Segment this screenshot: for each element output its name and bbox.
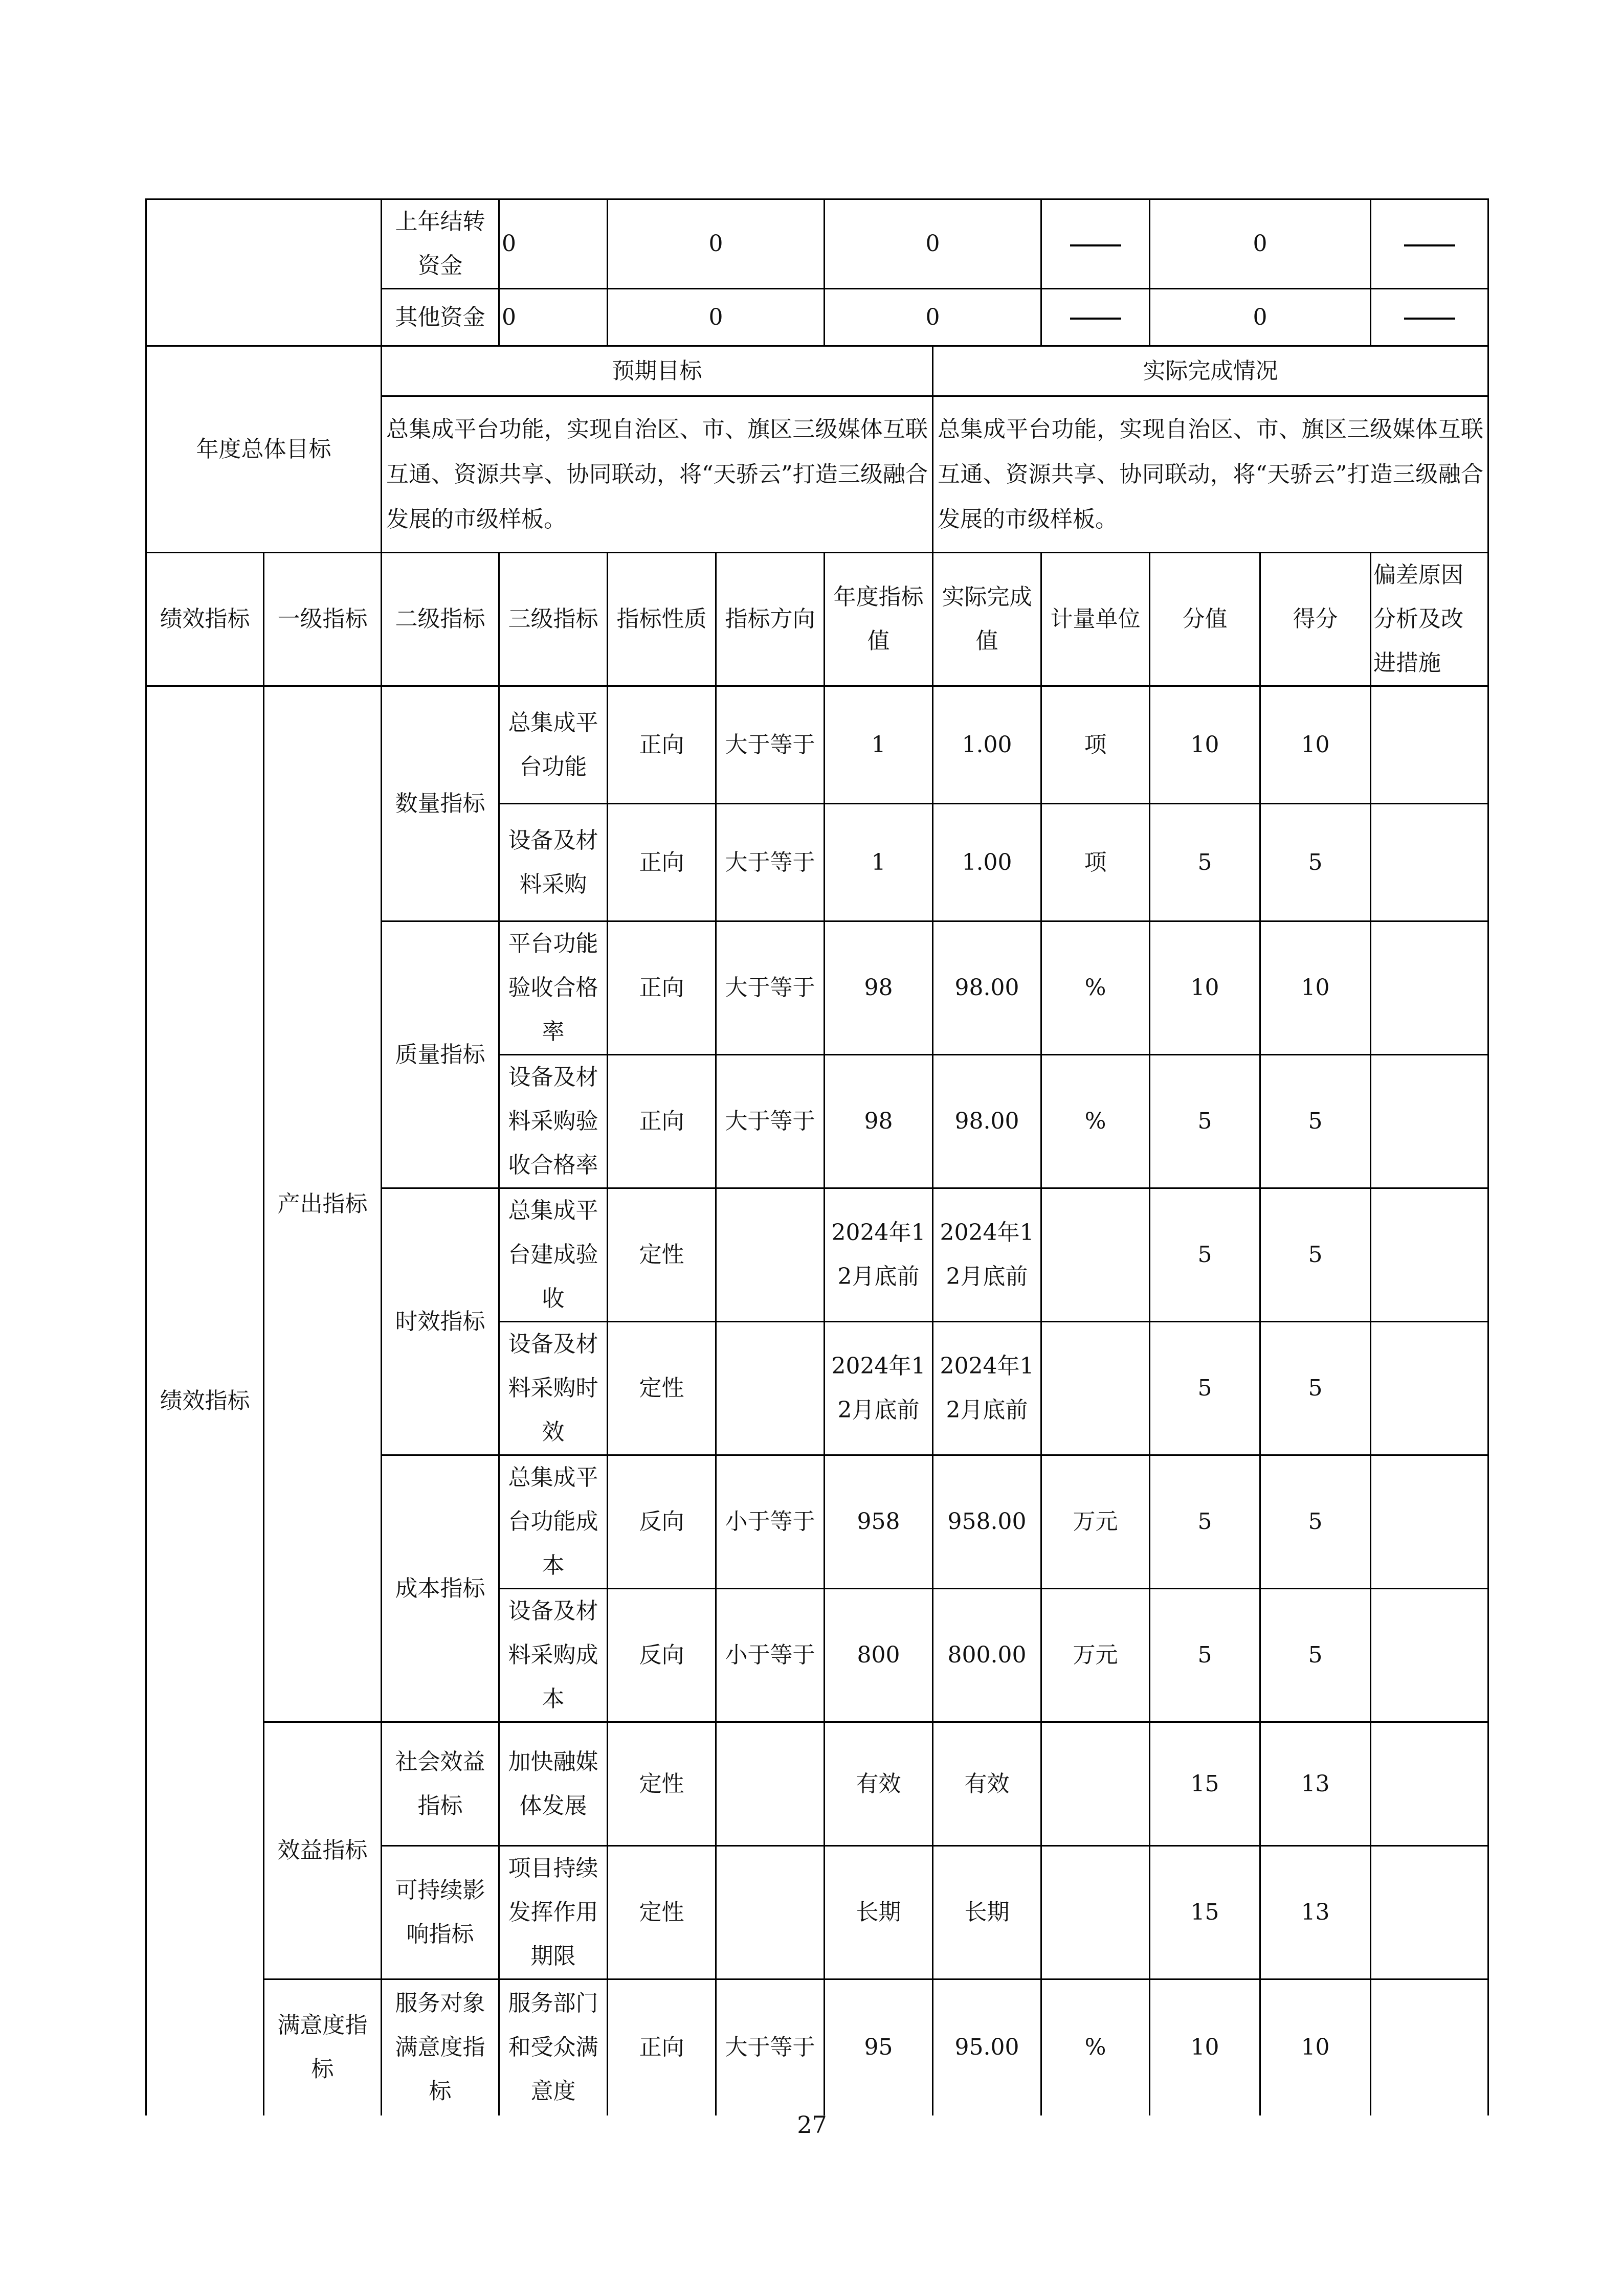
target-cell: 长期 (825, 1846, 933, 1979)
level3-cell: 项目持续发挥作用期限 (499, 1846, 608, 1979)
score-cell: 15 (1150, 1722, 1260, 1846)
nature-cell: 定性 (608, 1322, 716, 1455)
header-cell: 分值 (1150, 553, 1260, 686)
level1-benefit: 效益指标 (264, 1722, 382, 1979)
fund-label: 其他资金 (382, 289, 499, 346)
expected-goal-text: 总集成平台功能，实现自治区、市、旗区三级媒体互联互通、资源共享、协同联动，将“天骄云”打造三级融合发展的市级样板。 (382, 396, 933, 553)
target-cell: 2024年12月底前 (825, 1322, 933, 1455)
unit-cell: 万元 (1041, 1455, 1150, 1589)
actual-cell: 1.00 (933, 804, 1041, 921)
actual-status-text: 总集成平台功能，实现自治区、市、旗区三级媒体互联互通、资源共享、协同联动，将“天骄云”打造三级融合发展的市级样板。 (933, 396, 1488, 553)
score-cell: 10 (1150, 921, 1260, 1055)
nature-cell: 反向 (608, 1455, 716, 1589)
level3-cell: 总集成平台建成验收 (499, 1188, 608, 1322)
nature-cell: 正向 (608, 921, 716, 1055)
unit-cell (1041, 1846, 1150, 1979)
fund-cell: 0 (1150, 199, 1371, 289)
direction-cell: 小于等于 (716, 1589, 825, 1722)
direction-cell (716, 1846, 825, 1979)
target-cell: 98 (825, 1055, 933, 1188)
got-cell: 13 (1260, 1722, 1371, 1846)
direction-cell: 小于等于 (716, 1455, 825, 1589)
direction-cell (716, 1322, 825, 1455)
table-row (146, 1722, 1488, 1846)
got-cell: 10 (1260, 921, 1371, 1055)
direction-cell (716, 1722, 825, 1846)
note-cell (1371, 804, 1488, 921)
header-cell: 二级指标 (382, 553, 499, 686)
note-cell (1371, 1979, 1488, 2115)
expected-goal-header: 预期目标 (382, 346, 933, 396)
actual-cell: 95.00 (933, 1979, 1041, 2115)
got-cell: 5 (1260, 1188, 1371, 1322)
target-cell: 800 (825, 1589, 933, 1722)
actual-cell: 98.00 (933, 921, 1041, 1055)
level3-cell: 设备及材料采购 (499, 804, 608, 921)
score-cell: 10 (1150, 1979, 1260, 2115)
fund-label: 上年结转资金 (382, 199, 499, 289)
fund-dash-cell (1041, 199, 1150, 289)
level3-cell: 设备及材料采购验收合格率 (499, 1055, 608, 1188)
target-cell: 95 (825, 1979, 933, 2115)
level2-quantity: 数量指标 (382, 686, 499, 921)
nature-cell: 正向 (608, 1055, 716, 1188)
got-cell: 5 (1260, 1322, 1371, 1455)
fund-cell: 0 (825, 199, 1041, 289)
direction-cell: 大于等于 (716, 1055, 825, 1188)
fund-cell: 0 (499, 289, 608, 346)
got-cell: 13 (1260, 1846, 1371, 1979)
level3-cell: 设备及材料采购时效 (499, 1322, 608, 1455)
note-cell (1371, 1188, 1488, 1322)
got-cell: 10 (1260, 686, 1371, 804)
header-cell: 得分 (1260, 553, 1371, 686)
dash-mark (1070, 318, 1121, 320)
header-cell: 年度指标值 (825, 553, 933, 686)
unit-cell: 万元 (1041, 1589, 1150, 1722)
level1-satisfaction: 满意度指标 (264, 1979, 382, 2115)
note-cell (1371, 1722, 1488, 1846)
level2-social: 社会效益指标 (382, 1722, 499, 1846)
level3-cell: 平台功能验收合格率 (499, 921, 608, 1055)
indicator-header-row (146, 553, 1488, 686)
fund-cell: 0 (608, 199, 825, 289)
target-cell: 98 (825, 921, 933, 1055)
header-cell: 计量单位 (1041, 553, 1150, 686)
dash-mark (1070, 244, 1121, 246)
dash-mark (1404, 244, 1455, 246)
actual-cell: 98.00 (933, 1055, 1041, 1188)
header-cell: 指标性质 (608, 553, 716, 686)
actual-cell: 2024年12月底前 (933, 1322, 1041, 1455)
level3-cell: 总集成平台功能 (499, 686, 608, 804)
fund-cell: 0 (825, 289, 1041, 346)
nature-cell: 正向 (608, 686, 716, 804)
level3-cell: 总集成平台功能成本 (499, 1455, 608, 1589)
note-cell (1371, 1455, 1488, 1589)
page-number: 27 (797, 2111, 827, 2139)
actual-cell: 1.00 (933, 686, 1041, 804)
level2-service: 服务对象满意度指标 (382, 1979, 499, 2115)
target-cell: 1 (825, 804, 933, 921)
header-cell: 偏差原因分析及改进措施 (1371, 553, 1488, 686)
got-cell: 10 (1260, 1979, 1371, 2115)
target-cell: 2024年12月底前 (825, 1188, 933, 1322)
goal-header-row (146, 346, 1488, 396)
actual-cell: 有效 (933, 1722, 1041, 1846)
level2-quality: 质量指标 (382, 921, 499, 1188)
direction-cell: 大于等于 (716, 921, 825, 1055)
direction-cell: 大于等于 (716, 1979, 825, 2115)
actual-status-header: 实际完成情况 (933, 346, 1488, 396)
note-cell (1371, 921, 1488, 1055)
note-cell (1371, 686, 1488, 804)
score-cell: 5 (1150, 1589, 1260, 1722)
nature-cell: 正向 (608, 804, 716, 921)
score-cell: 5 (1150, 1188, 1260, 1322)
score-cell: 5 (1150, 1322, 1260, 1455)
unit-cell: % (1041, 921, 1150, 1055)
got-cell: 5 (1260, 804, 1371, 921)
got-cell: 5 (1260, 1455, 1371, 1589)
score-cell: 5 (1150, 1055, 1260, 1188)
table-row (146, 1979, 1488, 2115)
header-cell: 实际完成值 (933, 553, 1041, 686)
fund-cell: 0 (608, 289, 825, 346)
got-cell: 5 (1260, 1055, 1371, 1188)
actual-cell: 800.00 (933, 1589, 1041, 1722)
actual-cell: 958.00 (933, 1455, 1041, 1589)
unit-cell: % (1041, 1055, 1150, 1188)
score-cell: 15 (1150, 1846, 1260, 1979)
nature-cell: 正向 (608, 1979, 716, 2115)
header-cell: 三级指标 (499, 553, 608, 686)
score-cell: 5 (1150, 804, 1260, 921)
fund-dash-cell (1371, 289, 1488, 346)
table-row (146, 686, 1488, 804)
fund-cell: 0 (1150, 289, 1371, 346)
nature-cell: 定性 (608, 1188, 716, 1322)
unit-cell: 项 (1041, 804, 1150, 921)
note-cell (1371, 1846, 1488, 1979)
level2-cost: 成本指标 (382, 1455, 499, 1722)
level3-cell: 设备及材料采购成本 (499, 1589, 608, 1722)
unit-cell (1041, 1188, 1150, 1322)
performance-table (145, 198, 1489, 2115)
nature-cell: 定性 (608, 1722, 716, 1846)
unit-cell: % (1041, 1979, 1150, 2115)
direction-cell: 大于等于 (716, 686, 825, 804)
fund-dash-cell (1371, 199, 1488, 289)
score-cell: 5 (1150, 1455, 1260, 1589)
dash-mark (1404, 318, 1455, 320)
unit-cell (1041, 1722, 1150, 1846)
header-cell: 一级指标 (264, 553, 382, 686)
nature-cell: 反向 (608, 1589, 716, 1722)
score-cell: 10 (1150, 686, 1260, 804)
direction-cell (716, 1188, 825, 1322)
direction-cell: 大于等于 (716, 804, 825, 921)
note-cell (1371, 1055, 1488, 1188)
target-cell: 958 (825, 1455, 933, 1589)
got-cell: 5 (1260, 1589, 1371, 1722)
fund-cell: 0 (499, 199, 608, 289)
level3-cell: 服务部门和受众满意度 (499, 1979, 608, 2115)
actual-cell: 2024年12月底前 (933, 1188, 1041, 1322)
note-cell (1371, 1589, 1488, 1722)
perf-indicator-label: 绩效指标 (146, 686, 264, 2115)
note-cell (1371, 1322, 1488, 1455)
nature-cell: 定性 (608, 1846, 716, 1979)
fund-blank-cell (146, 199, 382, 346)
header-cell: 绩效指标 (146, 553, 264, 686)
level3-cell: 加快融媒体发展 (499, 1722, 608, 1846)
annual-goal-label: 年度总体目标 (146, 346, 382, 553)
header-cell: 指标方向 (716, 553, 825, 686)
level1-output: 产出指标 (264, 686, 382, 1722)
unit-cell: 项 (1041, 686, 1150, 804)
fund-dash-cell (1041, 289, 1150, 346)
fund-row (146, 199, 1488, 289)
level2-sustain: 可持续影响指标 (382, 1846, 499, 1979)
target-cell: 有效 (825, 1722, 933, 1846)
level2-timeliness: 时效指标 (382, 1188, 499, 1455)
target-cell: 1 (825, 686, 933, 804)
actual-cell: 长期 (933, 1846, 1041, 1979)
unit-cell (1041, 1322, 1150, 1455)
